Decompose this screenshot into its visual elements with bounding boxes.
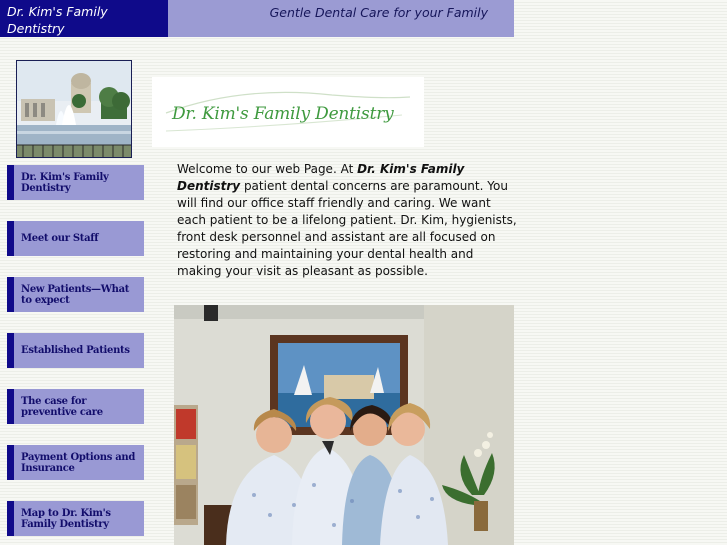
nav-item-map[interactable] [7, 501, 144, 536]
practice-name: Dr. Kim's Family Dentistry [177, 162, 465, 193]
welcome-lead: Welcome to our web Page. At [177, 162, 358, 176]
nav-item-new-patients[interactable] [7, 277, 144, 312]
nav-item-preventive-care[interactable] [7, 389, 144, 424]
welcome-text [177, 161, 517, 280]
fountain-photo [16, 60, 132, 158]
site-title: Dr. Kim's Family Dentistry [7, 4, 108, 36]
nav-item-label: The case for preventive care [21, 395, 103, 418]
nav-item-established-patients[interactable] [7, 333, 144, 368]
tagline-bar [168, 0, 514, 37]
tagline: Gentle Dental Care for your Family [269, 5, 488, 20]
nav-item-meet-staff[interactable] [7, 221, 144, 256]
logo-text: Dr. Kim's Family Dentistry [172, 104, 394, 124]
site-title-bar [0, 0, 168, 37]
nav-item-label: Established Patients [21, 345, 130, 356]
nav-item-payment-options[interactable] [7, 445, 144, 480]
nav-item-label: Meet our Staff [21, 233, 99, 244]
welcome-body: patient dental concerns are paramount. You will find our office staff friendly and caring. We want each patient to be a lifelong patient. Dr. Kim, hygienists, front desk personnel and assistant are all focused on restoring and maintaining your dental health and making your visit as pleasant as possible. [177, 179, 517, 278]
nav-item-home[interactable] [7, 165, 144, 200]
staff-photo [174, 305, 514, 545]
nav-item-label: Dr. Kim's Family Dentistry [21, 171, 109, 194]
nav-item-label: New Patients—What to expect [21, 283, 130, 306]
practice-logo [152, 77, 424, 147]
nav-item-label: Payment Options and Insurance [21, 451, 136, 474]
nav-item-label: Map to Dr. Kim's Family Dentistry [21, 507, 111, 530]
